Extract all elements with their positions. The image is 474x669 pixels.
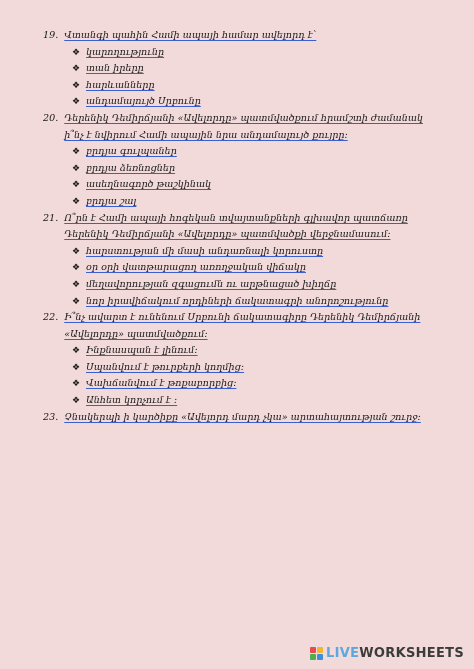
questions-list [43, 28, 443, 426]
question-number: 22. [43, 312, 59, 324]
option-text: օր օրի վատթարացող առողջական վիճակը [86, 262, 306, 274]
diamond-bullet-icon: ❖ [72, 263, 81, 274]
question-20 [43, 111, 443, 211]
option-item [43, 376, 443, 393]
option-item [43, 61, 443, 78]
question-text: Չնակերպի ի կարծիքը «Ավելորդ մարդ չկա» արտահայտության շուրջ: [64, 411, 421, 423]
diamond-bullet-icon: ❖ [72, 346, 81, 357]
options-list [43, 343, 443, 409]
option-item [43, 177, 443, 194]
option-item [43, 244, 443, 261]
question-row [43, 111, 443, 144]
question-number: 19. [43, 30, 59, 41]
logo-square-yellow [317, 647, 323, 653]
option-text: նոր իրավիճակում որդիների ճակատագրի անորոշությունը [86, 295, 389, 307]
option-text: կարողությունը [86, 46, 165, 58]
diamond-bullet-icon: ❖ [72, 362, 81, 373]
logo-square-red [310, 647, 316, 653]
option-item [43, 360, 443, 377]
diamond-bullet-icon: ❖ [72, 379, 81, 390]
question-row [43, 410, 443, 427]
options-list [43, 144, 443, 210]
diamond-bullet-icon: ❖ [72, 279, 81, 290]
liveworksheets-logo [310, 646, 464, 661]
option-text: մեղավորության զգացումն ու արթնացած խիղճը [86, 278, 337, 290]
question-19 [43, 28, 443, 111]
diamond-bullet-icon: ❖ [72, 47, 81, 58]
logo-square-green [310, 654, 316, 660]
question-row [43, 211, 443, 244]
diamond-bullet-icon: ❖ [72, 97, 81, 108]
option-text: հարևանները [86, 79, 155, 91]
option-text: ասեղնագործ թաշկինակ [86, 179, 212, 191]
option-text: Սպանվում է թուրքերի կողմից: [86, 361, 245, 373]
diamond-bullet-icon: ❖ [72, 147, 81, 158]
question-text: Դերենիկ Դեմիրճյանի «Ավելորդը» պատմվածքում հրամշտի ժամանակ ի՞նչ է նվիրում Համի ապային նրա անդամալույծ քույրը: [64, 112, 423, 141]
diamond-bullet-icon: ❖ [72, 80, 81, 91]
diamond-bullet-icon: ❖ [72, 196, 81, 207]
option-item [43, 194, 443, 211]
options-list [43, 244, 443, 310]
option-text: բրդյա գուլպաներ [86, 146, 177, 158]
option-item [43, 161, 443, 178]
question-text: Վտանգի պահին Համի ապայի համար ավելորդ է՝ [64, 30, 317, 41]
option-item [43, 78, 443, 95]
logo-live-text: LIVE [326, 646, 360, 661]
option-text: բրդյա ձեռնոցներ [86, 162, 176, 174]
question-number: 20. [43, 112, 59, 124]
logo-worksheets-text: WORKSHEETS [359, 646, 464, 661]
question-text: Ի՞նչ ավարտ է ունենում Սրբունի ճակատագիրը Դերենիկ Դեմիրճյանի «Ավելորդը» պատմվածքում: [64, 312, 421, 340]
diamond-bullet-icon: ❖ [72, 64, 81, 75]
diamond-bullet-icon: ❖ [72, 246, 81, 257]
option-item [43, 144, 443, 161]
options-list [43, 45, 443, 111]
question-number: 21. [43, 212, 59, 224]
option-text: Ինքնասպան է լինում: [86, 345, 198, 357]
option-item [43, 260, 443, 277]
option-text: բրդյա շալ [86, 195, 137, 207]
option-item [43, 45, 443, 62]
option-text: Անհետ կորչում է : [86, 395, 178, 407]
question-text: Ո՞րն է Համի ապայի հոգեկան տվայտանքների գլխավոր պատճառը Դերենիկ Դեմիրճյանի «Ավելորդը» պատմվածքի վերջնամասում: [64, 212, 408, 241]
question-row [43, 310, 443, 343]
option-item [43, 277, 443, 294]
question-number: 23. [43, 411, 59, 423]
question-21 [43, 211, 443, 311]
logo-grid-icon [310, 647, 323, 660]
logo-square-blue [317, 654, 323, 660]
option-text: անդամայույծ Սրբունը [86, 96, 201, 108]
option-text: հարստության մի մասի անդառնալի կորուստը [86, 245, 324, 257]
diamond-bullet-icon: ❖ [72, 163, 81, 174]
diamond-bullet-icon: ❖ [72, 396, 81, 407]
option-item [43, 343, 443, 360]
option-item [43, 393, 443, 410]
option-text: տան իրերը [86, 63, 144, 75]
question-22 [43, 310, 443, 410]
option-item [43, 94, 443, 111]
diamond-bullet-icon: ❖ [72, 296, 81, 307]
option-text: Վախճանվում է թոքաբորբից: [86, 378, 237, 390]
question-23 [43, 410, 443, 427]
option-item [43, 294, 443, 311]
diamond-bullet-icon: ❖ [72, 180, 81, 191]
question-row [43, 28, 443, 45]
